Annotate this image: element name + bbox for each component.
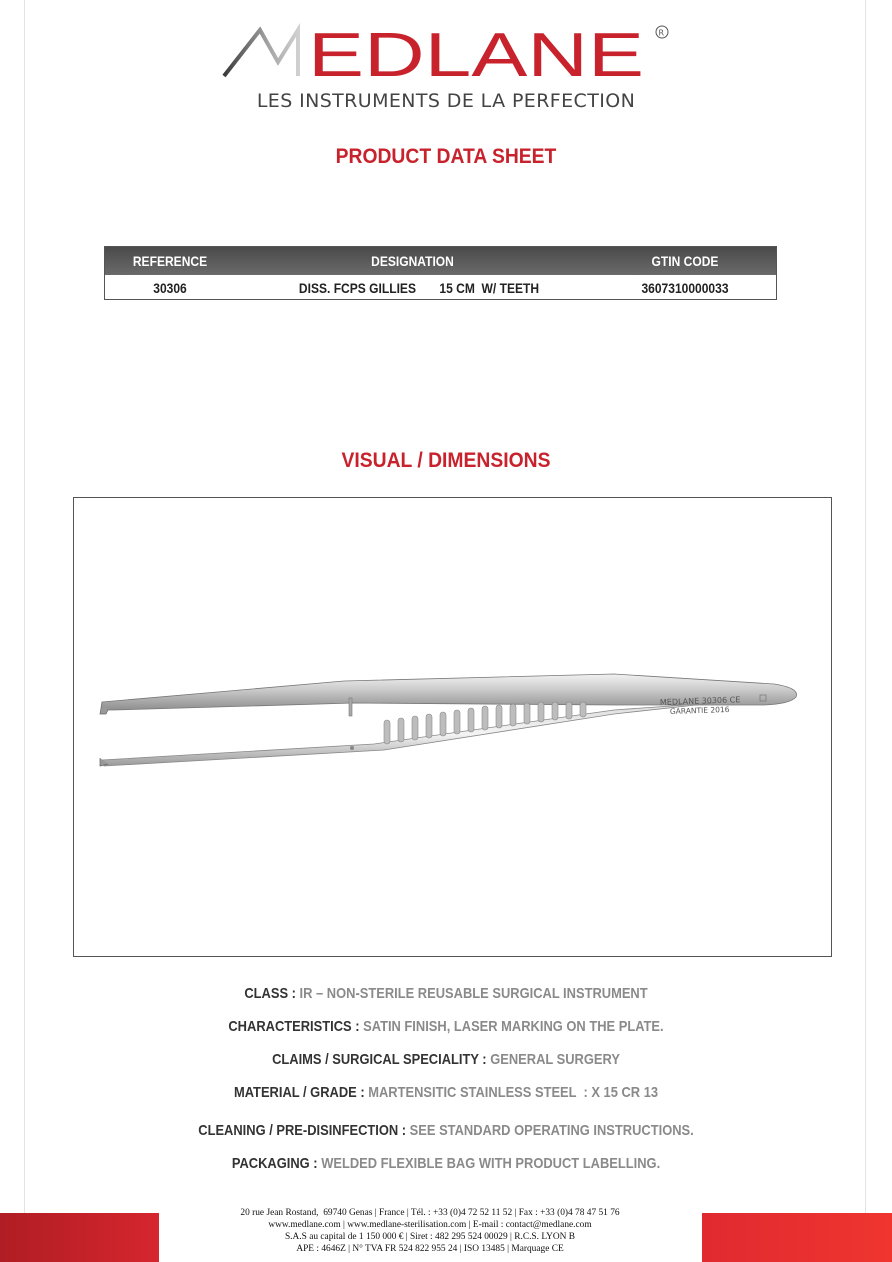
spec-label: CLAIMS / SURGICAL SPECIALITY : (272, 1051, 487, 1068)
spec-class (62, 985, 829, 1002)
spec-value: GENERAL SURGERY (486, 1051, 620, 1068)
marking-line-2: GARANTIE 2016 (669, 704, 730, 716)
spec-value: SEE STANDARD OPERATING INSTRUCTIONS. (406, 1122, 694, 1139)
spec-label: MATERIAL / GRADE : (233, 1084, 365, 1101)
spec-label: CHARACTERISTICS : (228, 1018, 360, 1035)
marking-line-1: MEDLANE 30306 CE (659, 695, 741, 707)
visual-dimensions-title: VISUAL / DIMENSIONS (341, 449, 551, 472)
spec-claims (62, 1051, 829, 1068)
footer-line-1: 20 rue Jean Rostand, 69740 Genas | France | Tél. : +33 (0)4 72 52 11 52 | Fax : +33 (0)4 78 47 51 76 (240, 1208, 620, 1218)
footer-red-bar-right (702, 1213, 892, 1262)
spec-packaging (62, 1155, 829, 1172)
spec-characteristics (62, 1018, 829, 1035)
spec-material (62, 1084, 829, 1101)
footer-line-3: S.A.S au capital de 1 150 000 € | Siret : 482 295 524 00029 | R.C.S. LYON B (284, 1232, 576, 1242)
gtin-value: 3607310000033 (641, 280, 729, 296)
column-header-designation: DESIGNATION (371, 253, 454, 269)
medlane-logo (220, 22, 672, 82)
spec-label: CLASS : (244, 985, 296, 1002)
spec-value: MARTENSITIC STAINLESS STEEL : X 15 CR 13 (364, 1084, 659, 1101)
column-header-reference: REFERENCE (132, 253, 208, 269)
reference-value: 30306 (153, 280, 187, 296)
spec-value: WELDED FLEXIBLE BAG WITH PRODUCT LABELLING. (317, 1155, 661, 1172)
spec-value: SATIN FINISH, LASER MARKING ON THE PLATE. (359, 1018, 664, 1035)
footer-address (160, 1207, 700, 1255)
footer-red-bar-left (0, 1213, 159, 1262)
spec-value: IR – NON-STERILE REUSABLE SURGICAL INSTRUMENT (295, 985, 648, 1002)
footer-line-2: www.medlane.com | www.medlane-sterilisation.com | E-mail : contact@medlane.com (268, 1220, 592, 1230)
logo-text: EDLANE (308, 22, 644, 82)
product-data-sheet-title: PRODUCT DATA SHEET (335, 145, 557, 168)
footer-line-4: APE : 4646Z | N° TVA FR 524 822 955 24 | ISO 13485 | Marquage CE (296, 1244, 564, 1254)
spec-cleaning (62, 1122, 829, 1139)
spec-label: PACKAGING : (231, 1155, 318, 1172)
column-header-gtin: GTIN CODE (651, 253, 719, 269)
reference-table (104, 246, 777, 300)
svg-text:R: R (658, 28, 665, 38)
instrument-image-frame (73, 497, 832, 957)
forceps-image (74, 498, 831, 956)
designation-value: DISS. FCPS GILLIES 15 CM W/ TEETH (298, 280, 540, 296)
spec-label: CLEANING / PRE-DISINFECTION : (198, 1122, 407, 1139)
brand-tagline: LES INSTRUMENTS DE LA PERFECTION (256, 90, 636, 112)
